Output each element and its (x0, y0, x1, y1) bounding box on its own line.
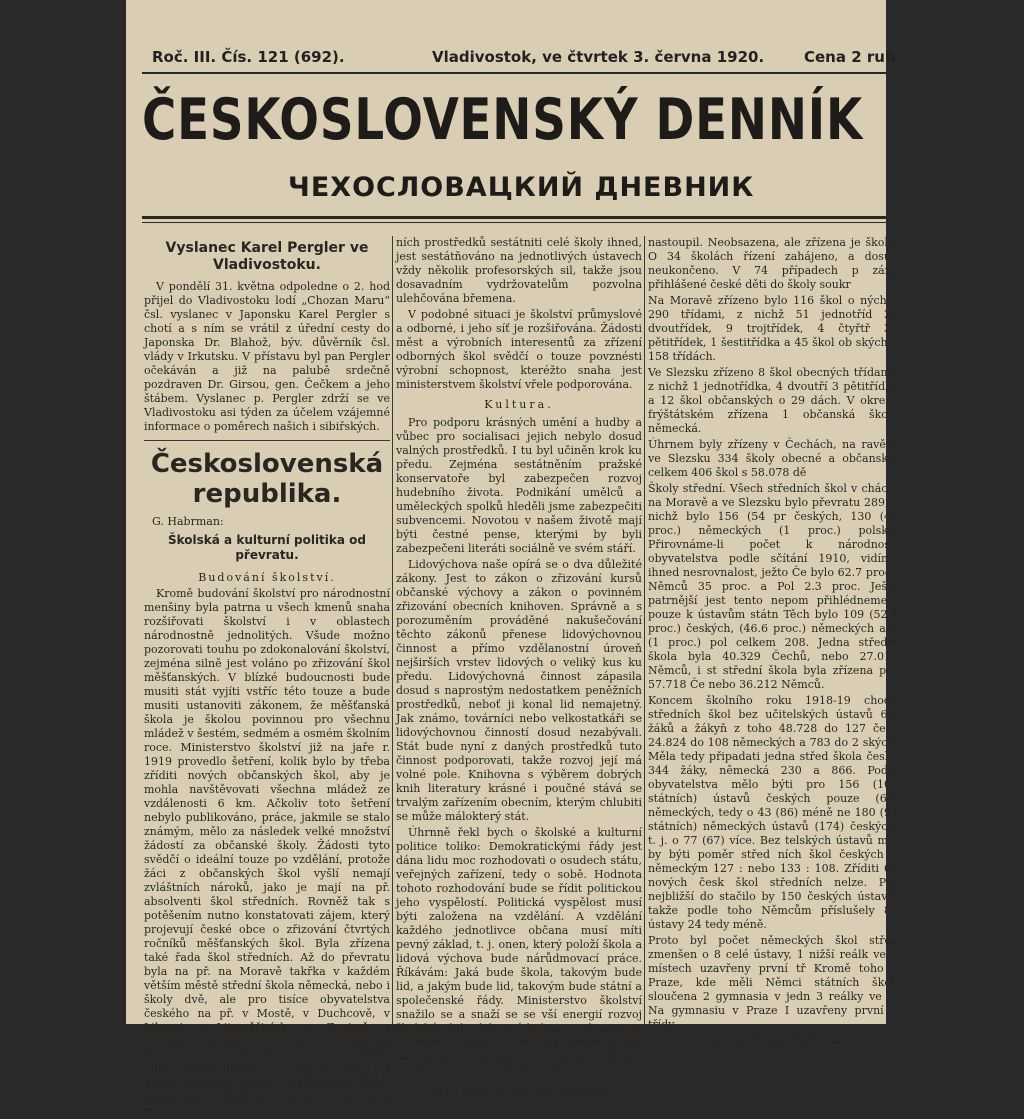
masthead-bottom-rule (142, 216, 886, 219)
article-paragraph: V podobné situaci je školství průmyslové a odborné, i jeho síť je rozšiřována. Žádosti měst a výrobních interesentů za zřízení odborných škol svědčí o touze povznésti výrobní schopnost, kteréžto snaha jest ministerstvem školství vřele podporována. (396, 308, 642, 391)
article-paragraph: Pro podporu krásných umění a hudby a vůbec pro socialisaci jejich nebylo dosud valných prostředků. I tu byl učiněn krok ku předu. Zejména sestátněním pražské konservatoře byl zabezpečen rozvoj hudebního života. Podnikání umělců a uměleckých spolků hleděli jsme zabezpečiti subvencemi. Novotou v našem životě mají býti čestné pense, kterými by byli zabezpečeni literáti sociálně ve svém stáří. (396, 416, 642, 555)
article-paragraph: nastoupil. Neobsazena, ale zřízena je škola. O 34 školách řízení zahájeno, a dosud neukončeno. V 74 případech p zány přihlášené české děti do školy soukr (648, 236, 898, 291)
issue-date: Vladivostok, ve čtvrtek 3. června 1920. (432, 48, 765, 66)
article-subheadline: Školská a kulturní politika od převratu. (168, 533, 366, 562)
article-republika-headline: Československá republika. (150, 449, 384, 509)
masthead-bottom-rule-thin (142, 222, 886, 223)
masthead-top-rule (142, 72, 886, 74)
article-paragraph: Úhrnem byly zřízeny v Čechách, na ravě a ve Slezsku 334 školy obecné a občanské, celkem 406 škol s 58.078 dě (648, 438, 898, 479)
column-divider-2 (644, 236, 645, 1024)
newspaper-title-russian: ЧЕХОСЛОВАЦКИЙ ДНЕВНИК (288, 172, 755, 203)
section-heading-ciselne: Některé číselné údaje. (423, 1084, 615, 1097)
article-paragraph: Ve Slezsku zřízeno 8 škol obecných třídami, z nichž 1 jednotřídka, 4 dvoutří 3 pětitřídky a 12 škol občanských o 29 dách. V okresu frýštátském zřízena 1 občanská škola německá. (648, 366, 898, 435)
section-heading-kultura: Kultura. (484, 398, 554, 411)
column-divider-1 (392, 236, 393, 1024)
article-paragraph: Na Moravě zřízeno bylo 116 škol o ných s 290 třídami, z nichž 51 jednotříd 20 dvoutřídek, 9 trojtřídek, 4 čtyřtř 30 pětitřídek, 1 šestitřídka a 45 škol ob ských o 158 třídách. (648, 294, 898, 363)
column-1 (144, 236, 390, 1118)
article-paragraph: ních prostředků sestátniti celé školy ihned, jest sestátňováno na jednotlivých ústavech vždy několik profesorských sil, takže jsou dosavadním vydržovatelům pozvolna ulehčována břemena. (396, 236, 642, 305)
article-paragraph: Úhrnně řekl bych o školské a kulturní politice toliko: Demokratickými řády jest dána lidu moc rozhodovati o osudech státu, veřejných zařízení, tedy o sobě. Hodnota tohoto rozhodování bude se řídit politickou jeho vyspělostí. Politická vyspělost musí býti založena na vzdělání. A vzdělání každého jednotlivce občana musí míti pevný základ, t. j. onen, který položí škola a lidová výchova bude nárůdmovací práce. Říkávám: Jaká bude škola, takovým bude lid, a jakým bude lid, takovým bude státní a společenské řády. Ministerstvo školství snažilo se a snaží se se vší energií rozvoj školské i lidovýchovné kultury podporovati, a činnost jeho — což na tomto místě konstatuji — splývá se stejnými vřelými touhami a snahami veřejnosti. (396, 826, 642, 1077)
column-2 (396, 236, 642, 1097)
newspaper-page (126, 0, 898, 1118)
article-pergler-headline: Vyslanec Karel Pergler ve Vladivostoku. (165, 240, 369, 273)
article-paragraph: Nově zřízeny byly české střední školy (648, 1034, 858, 1047)
newspaper-title-czech: ČESKOSLOVENSKÝ DENNÍK (142, 87, 864, 153)
article-paragraph: Koncem školního roku 1918-19 chodil středních škol bez učitelských ústavů 69. žáků a žákyň z toho 48.728 do 127 česk 24.824 do 108 německých a 783 do 2 ských. Měla tedy připadati jedna střed škola česká 344 žáky, německá 230 a 866. Podle obyvatelstva mělo býti pro 156 (109 státních) ústavů českých pouze (61) německých, tedy o 43 (86) méně ne 180 (97 státních) německých ústavů (174) českých, t. j. o 77 (67) více. Bez telských ústavů měl by býti poměr střed ních škol českých k německým 127 : nebo 133 : 108. Zříditi 68 nových česk škol středních nelze. Pro nejbližší do stačilo by 150 českých ústavů, takže podle toho Němcům příslušely 84 ústavy 24 tedy méně. (648, 694, 898, 931)
article-byline: G. Habrman: (152, 515, 224, 528)
masthead-info-bar (142, 48, 896, 70)
section-heading-budovani: Budování školství. (198, 571, 336, 584)
article-paragraph: Proto byl počet německých škol střed zmenšen o 8 celé ústavy, 1 nižší reálk ve 3 místech uzavřeny první tř Kromě toho v Praze, kde měli Němci státních škol, sloučena 2 gymnasia v jedn 3 reálky ve 2. Na gymnasiu v Praze I uzavřeny první 3 třídy. (648, 934, 898, 1031)
column-3 (648, 236, 898, 1047)
issue-price: Cena 2 rub (804, 48, 896, 66)
article-separator (144, 440, 390, 441)
article-paragraph: Lidovýchova naše opírá se o dva důležité zákony. Jest to zákon o zřizování kursů občanské výchovy a zákon o povinném zřizování obecních knihoven. Správně a s porozuměním prováděné nakušečování těchto zákonů přenese lidovýchovnou činnost a přímo vzdělanostní úroveň nejširších vrstev lidových o veliký kus ku předu. Lidovýchovná činnost zápasila dosud s naprostým nedostatkem peněžních prostředků, neboť ji konal lid nemajetný. Jak známo, továrníci nebo velkostatkáři se lidovýchovnou činností dosud nezabývali. Stát bude nyní z daných prostředků tuto činnost podporovati, takže rozvoj její má volné pole. Knihovna s výběrem dobrých knih literatury krásné i poučné stává se trvalým zařízením obecním, kterým chlubiti se může málokterý stát. (396, 558, 642, 823)
article-pergler-body: V pondělí 31. května odpoledne o 2. hod přijel do Vladivostoku lodí „Chozan Maru“ čsl. vyslanec v Japonsku Karel Pergler s chotí a s ním se vrátil z úřední cesty do Japonska Dr. Blahož, býv. důvěrník čsl. vlády v Irkutsku. V přístavu byl pan Pergler očekáván a již na palubě srdečně pozdraven Dr. Girsou, gen. Čečkem a jeho štábem. Vyslanec p. Pergler zdrží se ve Vladivostoku asi týden za účelem vzájemné informace o poměrech našich i sibiřských. (144, 280, 390, 433)
issue-number: Roč. III. Čís. 121 (692). (152, 48, 345, 66)
article-paragraph: Kromě budování školství pro národnostní menšiny byla patrna u všech kmenů snaha rozšiřovati školství i v oblastech národnostně jednolitých. Všude možno pozorovati touhu po zdokonalování školství, zejména silně jest voláno po zřizování škol měšťanských. V blízké budoucnosti bude musiti stát vyjíti vstříc této touze a bude musiti ustanoviti zákonem, že měšťanská škola je školou povinnou pro všechnu mládež v šestém, sedmém a osmém školním roce. Ministerstvo školství již na jaře r. 1919 provedlo šetření, kolik bylo by třeba zříditi nových občanských škol, aby je mohla navštěvovati všechna mládež ze vzdálenosti 6 km. Ačkoliv toto šetření nebylo publikováno, práce, jakmile se stalo známým, mělo za následek velké množství žádostí za občanské školy. Žádosti tyto svědčí o ideální touze po vzdělání, protože žáci z občanských škol vyšlí nemají zvláštních nároků, jako je mají na př. absolventi škol středních. Rovněž tak s potěšením nutno konstatovati zájem, který projevují české obce o zřizování čtvrtých ročníků měšťanských škol. Byla zřízena také řada škol středních. Až do převratu byla na př. na Moravě takřka v každém větším městě střední škola německá, nebo i školy dvě, ale pro tisíce obyvatelstva českého na př. v Mostě, v Duchcově, v Liberci, v Litoměřicích, ve Znojmě, v severní Moravě a ve Slezsku nebylo střední školy ani jediné. Dnes jsou v těchto oblastech střední školy zřízeny, a kdo by byl nutný, dokazuje počet přihlášených žáků, takže na některých místech první třídy musely býti otevřeny (144, 587, 390, 1118)
article-paragraph: Školy střední. Všech středních škol v chách, na Moravě a ve Slezsku bylo převratu 289, z nichž bylo 156 (54 pr českých, 130 (45 proc.) německých (1 proc.) polské. Přirovnáme-li počet k národnosti obyvatelstva podle sčítání 1910, vidíme ihned nesrovnalost, ježto Če bylo 62.7 proc., Němců 35 proc. a Pol 2.3 proc. Ještě patrnější jest tento nepom přihlédneme-li pouze k ústavům státn Těch bylo 109 (52.4 proc.) českých, (46.6 proc.) německých a 2 (1 proc.) pol celkem 208. Jedna střední škola byla 40.329 Čechů, nebo 27.019 Němců, i st střední škola byla zřízena pro 57.718 Če nebo 36.212 Němců. (648, 482, 898, 691)
